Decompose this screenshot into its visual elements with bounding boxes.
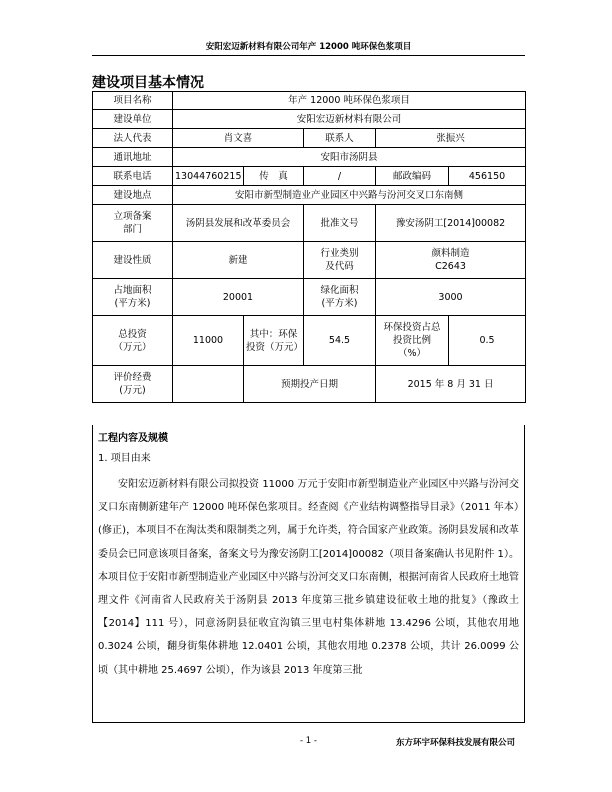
fax: / — [304, 167, 376, 186]
table-row — [93, 110, 526, 129]
eval-fee-label-line: 评价经费 — [113, 372, 152, 383]
table-row — [93, 148, 526, 167]
invest-label-line: （万元） — [113, 341, 152, 353]
postcode: 456150 — [449, 167, 526, 186]
ratio-label — [376, 316, 449, 366]
unit: 安阳宏迈新材料有限公司 — [173, 110, 526, 129]
project-content-box — [92, 425, 525, 723]
table-row — [93, 205, 526, 242]
project-name-label: 项目名称 — [93, 92, 173, 110]
start-date-label: 预期投产日期 — [244, 366, 376, 403]
table-row — [93, 92, 526, 110]
table-row — [93, 279, 526, 316]
approval-dept: 汤阴县发展和改革委员会 — [173, 205, 304, 242]
ratio: 0.5 — [449, 316, 526, 366]
running-header: 安阳宏迈新材料有限公司年产 12000 吨环保色浆项目 — [205, 42, 412, 52]
industry-code: C2643 — [435, 261, 466, 272]
table-row — [93, 167, 526, 186]
eval-fee-label-line: (万元) — [119, 385, 146, 396]
table-row — [93, 366, 526, 403]
contact: 张振兴 — [376, 129, 526, 148]
table-row — [93, 242, 526, 279]
area: 20001 — [173, 279, 304, 316]
site-label: 建设地点 — [93, 186, 173, 205]
env-invest-label — [244, 316, 304, 366]
address-label: 通讯地址 — [93, 148, 173, 167]
approval-dept-label — [93, 205, 173, 242]
green-label — [304, 279, 376, 316]
postcode-label: 邮政编码 — [376, 167, 449, 186]
section-title: 建设项目基本情况 — [92, 75, 204, 91]
industry-label-line: 及代码 — [325, 261, 354, 272]
nature-label: 建设性质 — [93, 242, 173, 279]
body-paragraph: 安阳宏迈新材料有限公司拟投资 11000 万元于安阳市新型制造业产业园区中兴路与汾河交叉口东南侧新建年产 12000 吨环保色浆项目。经查阅《产业结构调整指导目录》（2011 年本）(修正)，本项目不在淘汰类和限制类之列，属于允许类，符合国家产业政策。汤阴县发展和改革委员会已同意该项目备案，备案文号为豫安汤阴工[2014]00082（项目备案确认书见附件 1）。本项目位于安阳市新型制造业产业园区中兴路与汾河交叉口东南侧，根据河南省人民政府土地管理文件《河南省人民政府关于汤阴县 2013 年度第三批乡镇建设征收土地的批复》（豫政土【2014】111 号），同意汤阴县征收宜沟镇三里屯村集体耕地 13.4296 公顷，其他农用地 0.3024 公顷，翻身街集体耕地 12.0401 公顷，其他农用地 0.2378 公顷，共计 26.0099 公顷（其中耕地 25.4697 公顷），作为该县 2013 年度第三批 — [98, 479, 519, 676]
fax-label: 传 真 — [244, 167, 304, 186]
unit-label: 建设单位 — [93, 110, 173, 129]
eval-fee — [173, 366, 244, 403]
env-invest-label-line: 投资（万元） — [246, 341, 304, 353]
invest-label — [93, 316, 173, 366]
table-row — [93, 129, 526, 148]
green-label-line: 绿化面积 — [320, 285, 359, 296]
project-name: 年产 12000 吨环保色浆项目 — [173, 92, 526, 110]
header-rule — [92, 55, 525, 56]
ratio-label-line: 投资比例 — [392, 335, 431, 346]
approval-no: 豫安汤阴工[2014]00082 — [376, 205, 526, 242]
start-date: 2015 年 8 月 31 日 — [376, 366, 526, 403]
address: 安阳市汤阴县 — [173, 148, 526, 167]
area-label — [93, 279, 173, 316]
industry-label — [304, 242, 376, 279]
industry-label-line: 行业类别 — [320, 248, 359, 259]
legal-rep-label: 法人代表 — [93, 129, 173, 148]
table-row — [93, 316, 526, 366]
eval-fee-label — [93, 366, 173, 403]
env-invest: 54.5 — [304, 316, 376, 366]
item-heading: 1. 项目由来 — [98, 453, 151, 464]
approval-dept-label-line: 部门 — [122, 224, 142, 235]
ratio-label-line: 环保投资占总 — [383, 322, 441, 333]
ratio-label-line: （%） — [397, 348, 427, 359]
approval-dept-label-line: 立项备案 — [113, 211, 152, 222]
legal-rep: 肖文喜 — [173, 129, 304, 148]
industry-name: 颜料制造 — [431, 248, 470, 259]
footer-company: 东方环宇环保科技发展有限公司 — [396, 738, 516, 748]
area-label-line: (平方米) — [114, 298, 151, 309]
nature: 新建 — [173, 242, 304, 279]
invest: 11000 — [173, 316, 244, 366]
green-label-line: (平方米) — [321, 298, 358, 309]
contact-label: 联系人 — [304, 129, 376, 148]
phone: 13044760215 — [173, 167, 244, 186]
env-invest-label-line: 其中：环保 — [249, 328, 298, 340]
subheading: 工程内容及规模 — [98, 433, 168, 444]
site: 安阳市新型制造业产业园区中兴路与汾河交叉口东南侧 — [173, 186, 526, 205]
project-info-table — [92, 91, 526, 403]
phone-label: 联系电话 — [93, 167, 173, 186]
green: 3000 — [376, 279, 526, 316]
approval-no-label: 批准文号 — [304, 205, 376, 242]
industry — [376, 242, 526, 279]
table-row — [93, 186, 526, 205]
invest-label-line: 总投资 — [118, 328, 147, 340]
page-number: - 1 - — [300, 736, 317, 746]
area-label-line: 占地面积 — [113, 285, 152, 296]
